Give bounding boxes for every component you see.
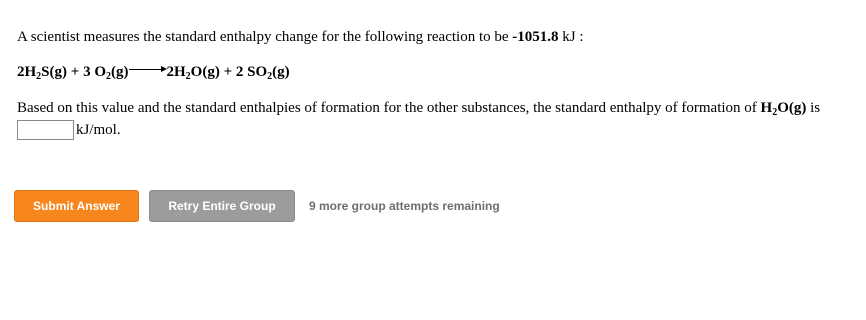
formula-part: O(g) xyxy=(777,100,807,116)
target-formula xyxy=(761,100,807,116)
formula-part: SO xyxy=(247,64,268,80)
subscript: 2 xyxy=(185,71,191,82)
subscript: 2 xyxy=(36,71,42,82)
retry-entire-group-button[interactable]: Retry Entire Group xyxy=(149,190,295,222)
answer-unit: kJ/mol. xyxy=(76,122,121,138)
prompt-end: is xyxy=(806,100,821,116)
subscript: 2 xyxy=(267,71,273,82)
question-intro xyxy=(17,27,857,47)
formula-part: H xyxy=(174,64,186,80)
action-bar xyxy=(14,190,500,222)
formula-part: O(g) xyxy=(190,64,220,80)
enthalpy-unit: kJ : xyxy=(558,29,584,45)
submit-answer-button[interactable]: Submit Answer xyxy=(14,190,139,222)
intro-text: A scientist measures the standard enthalpy change for the following reaction to be xyxy=(17,29,513,45)
plus-sign: + 3 xyxy=(67,64,95,80)
reaction-arrow-icon xyxy=(129,65,167,75)
enthalpy-value: -1051.8 xyxy=(512,29,559,45)
formula-part: O xyxy=(94,64,106,80)
coef: 2 xyxy=(17,64,25,80)
attempts-remaining-text: 9 more group attempts remaining xyxy=(309,199,500,213)
reaction-equation xyxy=(17,62,857,82)
prompt-text: Based on this value and the standard enthalpies of formation for the other substances, the standard enthalpy of formation of xyxy=(17,100,761,116)
subscript: 2 xyxy=(106,71,111,82)
answer-input[interactable] xyxy=(17,120,74,140)
answer-row xyxy=(17,120,857,140)
formula-part: H xyxy=(760,100,773,116)
subscript: 2 xyxy=(772,107,778,118)
formula-part: (g) xyxy=(111,64,129,80)
question-block xyxy=(17,27,857,140)
formula-part: S(g) xyxy=(41,64,68,80)
question-prompt xyxy=(17,98,857,118)
formula-part: (g) xyxy=(272,64,290,80)
formula-part: H xyxy=(24,64,37,80)
coef: 2 xyxy=(166,64,174,80)
plus-sign: + 2 xyxy=(219,64,248,80)
